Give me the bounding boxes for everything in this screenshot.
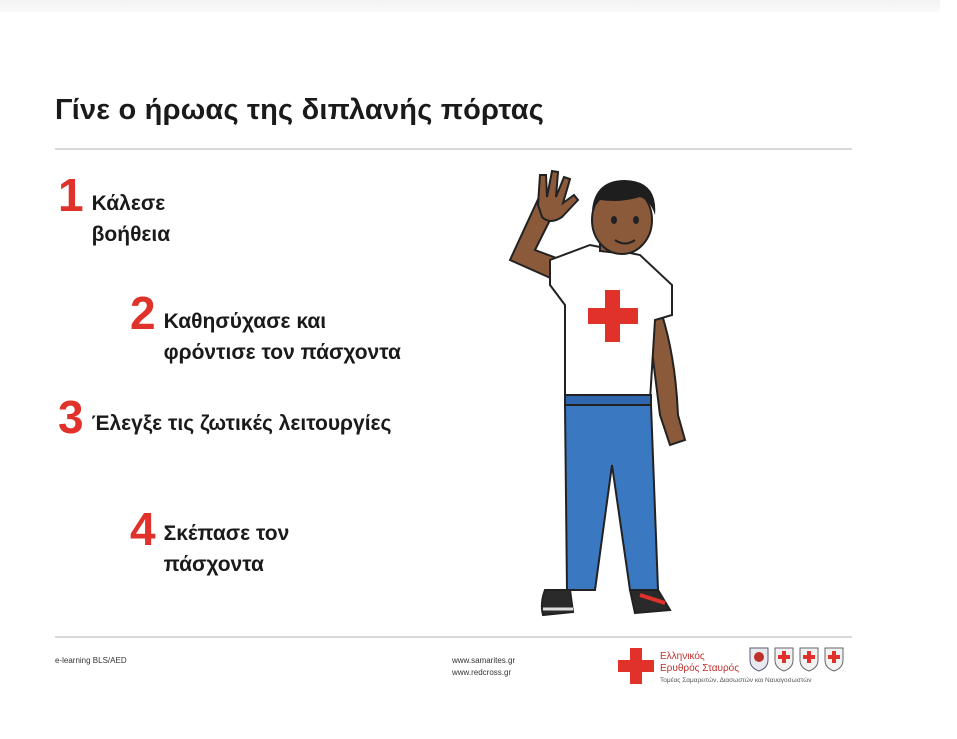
footer-links [452,655,515,679]
step-3 [58,391,392,443]
step-number: 1 [58,169,84,221]
org-line-1: Ελληνικός [660,651,705,662]
step-4 [130,503,290,580]
link-redcross[interactable]: www.redcross.gr [452,668,512,677]
step-2 [130,287,401,368]
step-number: 4 [130,503,156,555]
step-text: Σκέπασε τον πάσχοντα [163,522,290,576]
org-subtitle: Τομέας Σαμαρειτών, Διασωστών και Ναυαγοσωστών [660,677,812,684]
title-divider [55,148,852,150]
link-samarites[interactable]: www.samarites.gr [452,656,516,665]
step-1 [58,169,171,250]
footer-divider [55,636,852,638]
emblem-icon [823,646,845,672]
emblems [748,646,845,672]
step-number: 3 [58,391,84,443]
emblem-icon [773,646,795,672]
step-text: Έλεγξε τις ζωτικές λειτουργίες [91,412,392,435]
step-text: Καθησύχασε και φρόντισε τον πάσχοντα [163,310,401,364]
waving-hero-illustration [500,165,700,625]
emblem-icon [748,646,770,672]
slide-title: Γίνε ο ήρωας της διπλανής πόρτας [55,94,545,126]
course-label: e-learning BLS/AED [55,656,127,665]
red-cross-logo-icon [616,646,656,686]
step-number: 2 [130,287,156,339]
org-line-2: Ερυθρός Σταυρός [660,663,740,674]
step-text: Κάλεσε βοήθεια [91,192,171,246]
emblem-icon [798,646,820,672]
